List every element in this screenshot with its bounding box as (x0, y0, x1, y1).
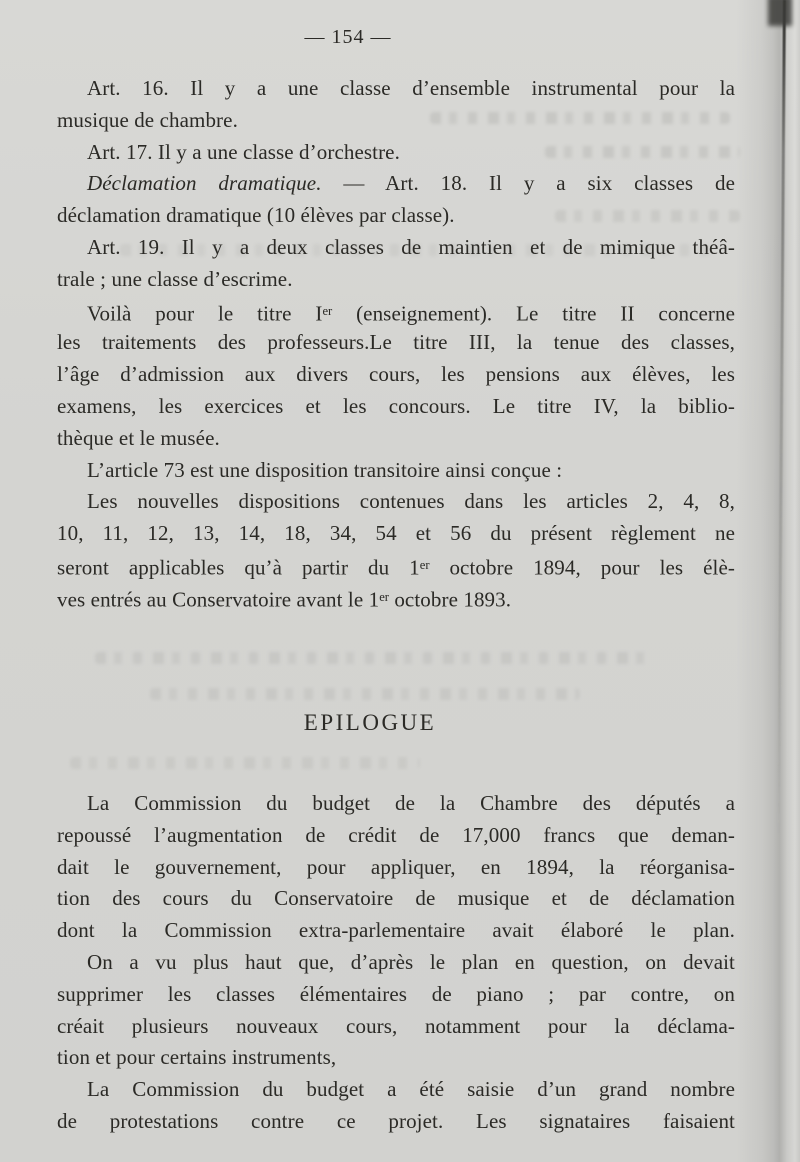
text-line: repoussé l’augmentation de crédit de 17,000 francs que deman- (57, 822, 735, 847)
text-line: trale ; une classe d’escrime. (57, 266, 293, 291)
text-line: dont la Commission extra-parlementaire avait élaboré le plan. (57, 918, 735, 943)
text-line: 10, 11, 12, 13, 14, 18, 34, 54 et 56 du présent règlement ne (57, 521, 735, 546)
text-line: de protestations contre ce projet. Les signataires faisaient (57, 1108, 735, 1133)
page-edge-shadow (736, 0, 800, 1162)
text-line: Art. 19. Il y a deux classes de maintien et de mimique théâ- (87, 234, 735, 259)
text-line: supprimer les classes élémentaires de piano ; par contre, on (57, 981, 735, 1006)
text-line: tion des cours du Conservatoire de musique et de déclamation (57, 886, 735, 911)
main-text-block (57, 73, 735, 614)
text-line: musique de chambre. (57, 107, 238, 132)
bleedthrough-artifact (150, 688, 580, 700)
text-line: Art. 16. Il y a une classe d’ensemble instrumental pour la (87, 76, 735, 100)
text-line: thèque et le musée. (57, 425, 220, 450)
epilogue-text-block (57, 788, 735, 1138)
text-line: Les nouvelles dispositions contenues dans les articles 2, 4, 8, (87, 489, 735, 514)
page-number: — 154 — (304, 26, 392, 48)
text-line: tion et pour certains instruments, (57, 1045, 337, 1070)
text-line: créait plusieurs nouveaux cours, notamment pour la déclama- (57, 1013, 735, 1038)
text-line: Voilà pour le titre Ier (enseignement). Le titre II concerne (87, 301, 735, 326)
bleedthrough-artifact (70, 757, 420, 769)
text-line: les traitements des professeurs.Le titre III, la tenue des classes, (57, 330, 735, 355)
text-line: examens, les exercices et les concours. Le titre IV, la biblio- (57, 393, 735, 418)
text-line: La Commission du budget a été saisie d’un grand nombre (87, 1077, 735, 1102)
bleedthrough-artifact (95, 652, 655, 664)
text-line: l’âge d’admission aux divers cours, les pensions aux élèves, les (57, 362, 735, 387)
text-line: dait le gouvernement, pour appliquer, en 1894, la réorganisa- (57, 854, 735, 879)
text-line: ves entrés au Conservatoire avant le 1er octobre 1893. (57, 587, 512, 612)
text-line: Art. 17. Il y a une classe d’orchestre. (87, 139, 400, 164)
text-line: Déclamation dramatique. — Art. 18. Il y a six classes de (87, 171, 735, 196)
text-line: L’article 73 est une disposition transitoire ainsi conçue : (87, 457, 563, 482)
epilogue-heading: EPILOGUE (303, 710, 437, 735)
text-line: seront applicables qu’à partir du 1er octobre 1894, pour les élè- (57, 555, 735, 580)
text-line: déclamation dramatique (10 élèves par classe). (57, 203, 455, 228)
text-line: On a vu plus haut que, d’après le plan en question, on devait (87, 949, 735, 974)
text-line: La Commission du budget de la Chambre des députés a (87, 791, 735, 815)
page-corner-shadow (768, 0, 792, 26)
